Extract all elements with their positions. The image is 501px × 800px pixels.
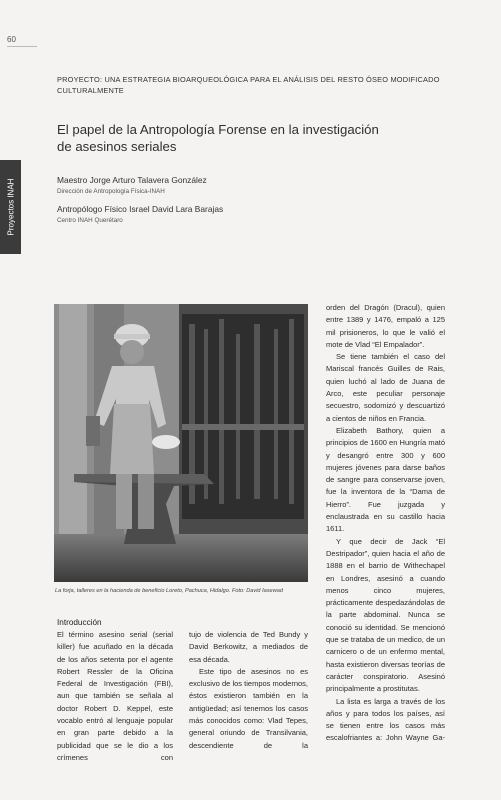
text-column-3 [326,302,445,745]
section-heading: Introducción [57,618,102,627]
author-block-2 [57,204,357,224]
author-name: Antropólogo Físico Israel David Lara Barajas [57,204,224,214]
author-affiliation: Dirección de Antropología Física-INAH [57,188,165,195]
forge-photo [54,304,308,582]
paragraph: orden del Dragón (Dracul), quien entre 1389 y 1476, empaló a 125 mil prisioneros, lo que le valió el mote de Vlad “El Empalador”. [326,303,445,349]
author-block-1 [57,175,357,195]
header-rule [7,46,37,47]
photo-caption: La forja, talleres en la hacienda de beneficio Loreto, Pachuca, Hidalgo. Foto: David Iasewad [55,588,283,594]
side-section-tab [0,160,21,254]
paragraph: La lista es larga a través de los años y para todos los países, así se tienen entre los casos más escalofriantes a: John Wayne Ga- [326,696,445,743]
forge-photo-graphic [54,304,308,582]
author-name: Maestro Jorge Arturo Talavera González [57,175,207,185]
author-affiliation: Centro INAH Querétaro [57,217,123,224]
side-tab-label: Proyectos INAH [6,178,15,236]
text-column-1 [57,629,173,764]
paragraph: Y que decir de Jack “El Destripador”, quien hacia el año de 1888 en el barrio de Withechapel en Londres, asesinó a cuando menos cinco mujeres, prácticamente despedazándolas de la parte abdominal. Nunca se conoció su identidad. Se mencionó que se trataba de un medico, de un carnicero o de un enfermo mental, hasta existieron diversas teorías de carácter conspiratorio. Asesinó principalmente a prostitutas. [326,536,445,694]
page-number: 60 [7,35,16,44]
paragraph: Se tiene también el caso del Mariscal francés Guilles de Rais, quien luchó al lado de Juana de Arco, este peculiar personaje secuestro, sodomizó y descuartizó a cientos de niños en Francia. [326,352,445,423]
paragraph: Este tipo de asesinos no es exclusivo de los tiempos modernos, éstos existieron también en la antigüedad; así tenemos los casos más conocidos como: Vlad Tepes, general oriundo de Transilvania, descendiente de la [189,666,308,750]
paragraph: El término asesino serial (serial killer) fue acuñado en la década de los años setenta por el agente Robert Ressler de la Oficina Federal de Investigación (FBI), aun que también se señala al doctor Robert D. Keppel, este vocablo entró al lenguaje popular en gran parte debido a la publicidad que se le dio a los crímenes con [57,630,173,762]
paragraph: tujo de violencia de Ted Bundy y David Berkowitz, a mediados de esa década. [189,630,308,664]
article-title: El papel de la Antropología Forense en la investigación de asesinos seriales [57,122,379,154]
paragraph: Elizabeth Bathory, quien a principios de 1600 en Hungría mató y desangró entre 300 y 600 mujeres jóvenes para darse baños de sangre para conservarse joven, fue la inventora de la “Dama de Hierro”. Fue juzgada y enclaustrada en su castillo hacia 1611. [326,425,445,534]
project-line: PROYECTO: UNA ESTRATEGIA BIOARQUEOLÓGICA PARA EL ANÁLISIS DEL RESTO ÓSEO MODIFICADO CULTURALMENTE [57,75,440,95]
text-column-2 [189,629,308,752]
